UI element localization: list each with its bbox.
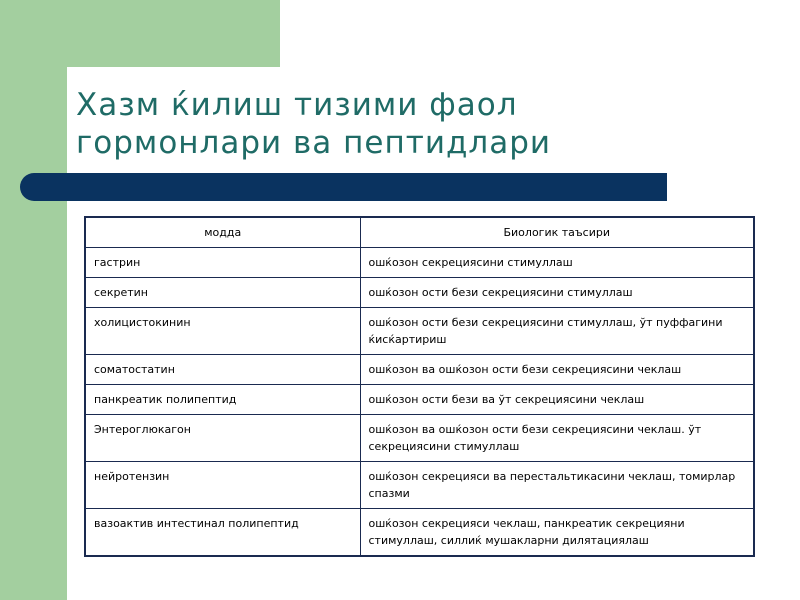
substance-cell: секретин <box>85 278 360 308</box>
slide-title-line-2: гормонлари ва пептидлари <box>76 125 552 161</box>
substance-cell: холицистокинин <box>85 308 360 355</box>
effect-cell: ошќозон ва ошќозон ости бези секрециясини чеклаш. ўт секрециясини стимуллаш <box>360 415 754 462</box>
hormones-table <box>84 216 755 557</box>
substance-cell: гастрин <box>85 248 360 278</box>
effect-cell: ошќозон секрецияси чеклаш, панкреатик секрецияни стимуллаш, силлиќ мушакларни дилятациялаш <box>360 509 754 557</box>
substance-cell: панкреатик полипептид <box>85 385 360 415</box>
effect-cell: ошќозон ости бези секрециясини стимуллаш, ўт пуффагини ќисќартириш <box>360 308 754 355</box>
slide-title <box>76 86 716 162</box>
table-row <box>85 248 754 278</box>
substance-cell: соматостатин <box>85 355 360 385</box>
substance-cell: вазоактив интестинал полипептид <box>85 509 360 557</box>
table-header-row <box>85 217 754 248</box>
table-row <box>85 415 754 462</box>
table-row <box>85 308 754 355</box>
effect-cell: ошќозон ости бези секрециясини стимуллаш <box>360 278 754 308</box>
decorative-green-band <box>0 0 67 600</box>
effect-cell: ошќозон секрециясини стимуллаш <box>360 248 754 278</box>
table-row <box>85 462 754 509</box>
slide-title-line-1: Хазм ќилиш тизими фаол <box>76 87 518 123</box>
effect-cell: ошќозон ости бези ва ўт секрециясини чеклаш <box>360 385 754 415</box>
hormones-table-container <box>84 216 753 557</box>
effect-cell: ошќозон секрецияси ва перестальтикасини чеклаш, томирлар спазми <box>360 462 754 509</box>
table-row <box>85 355 754 385</box>
substance-cell: Энтероглюкагон <box>85 415 360 462</box>
table-row <box>85 278 754 308</box>
effect-cell: ошќозон ва ошќозон ости бези секрециясини чеклаш <box>360 355 754 385</box>
substance-cell: нейротензин <box>85 462 360 509</box>
table-row <box>85 509 754 557</box>
decorative-navy-bar <box>20 173 667 201</box>
column-header-effect: Биологик таъсири <box>360 217 754 248</box>
column-header-substance: модда <box>85 217 360 248</box>
table-row <box>85 385 754 415</box>
decorative-green-block <box>0 0 280 67</box>
